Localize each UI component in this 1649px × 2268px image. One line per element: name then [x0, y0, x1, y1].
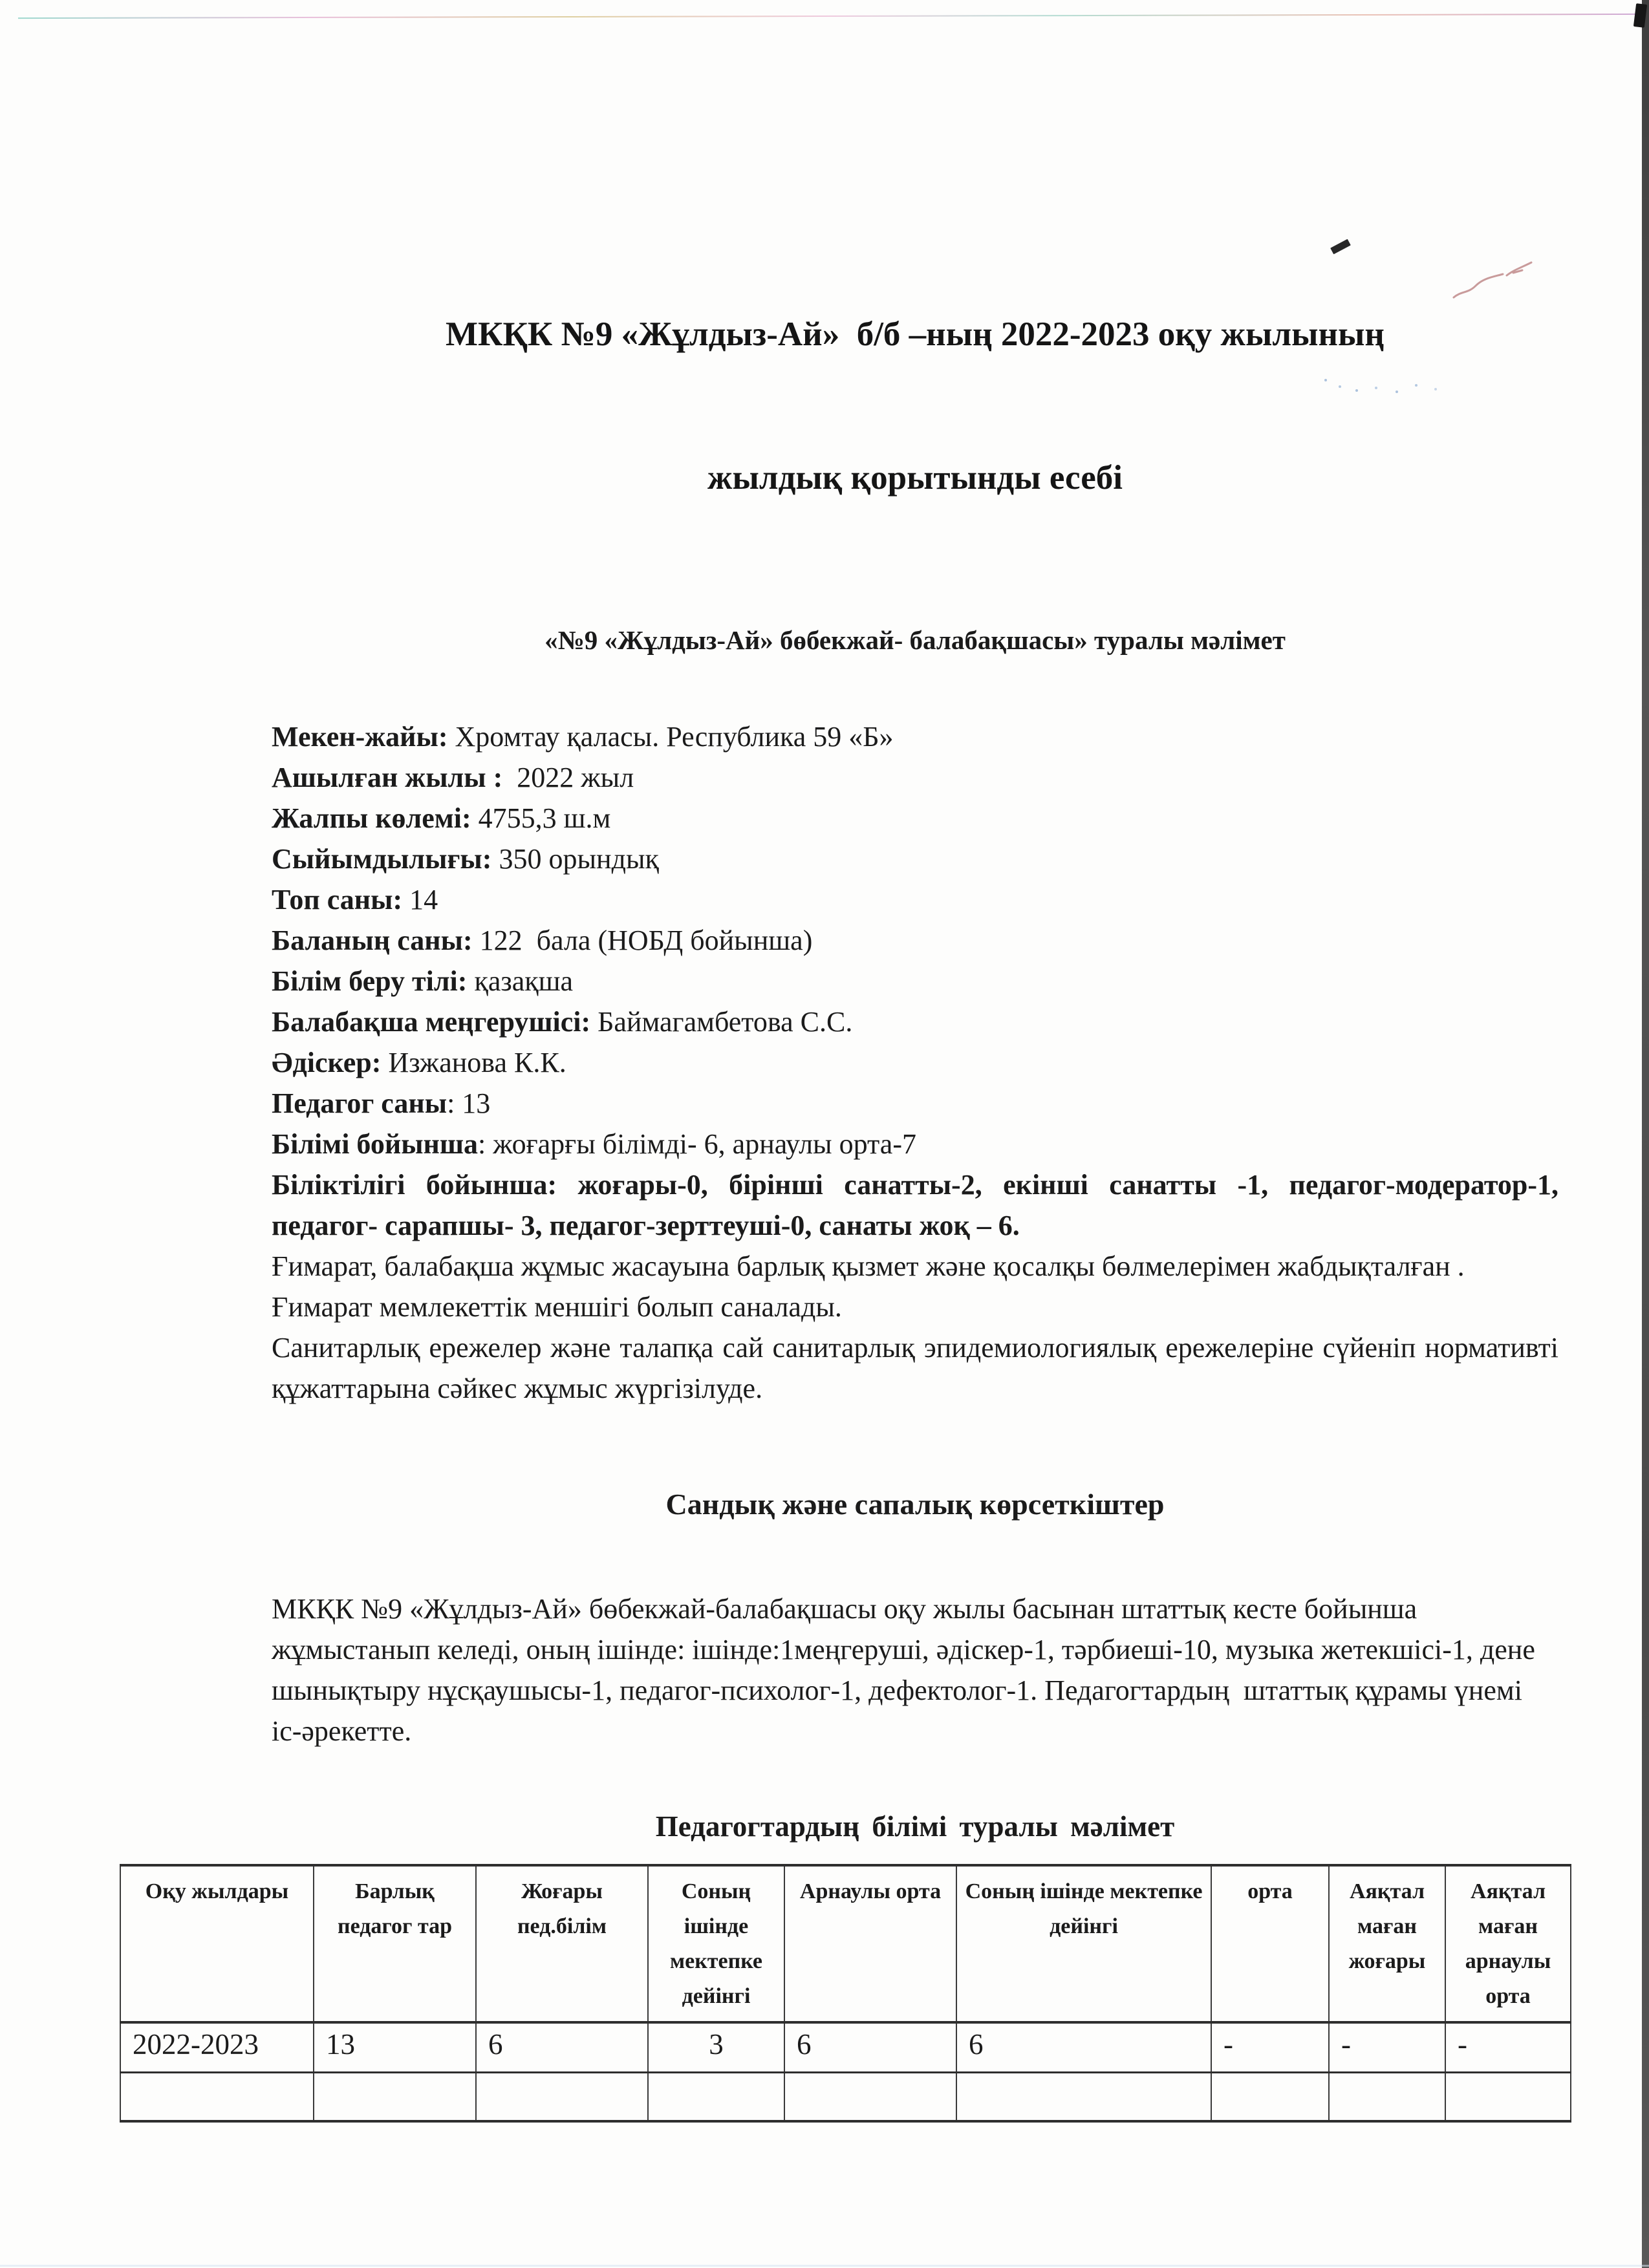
- scan-artifact-right-edge: [1642, 0, 1649, 2268]
- table-cell: -: [1211, 2022, 1329, 2073]
- col-header-special-secondary: Арнаулы орта: [784, 1865, 956, 2022]
- section-heading-indicators: Сандық және сапалық көрсеткіштер: [665, 1488, 1165, 1521]
- info-line-group-count: [272, 879, 1558, 920]
- info-line-address: [272, 716, 1558, 757]
- info-label: Балабақша меңгерушісі:: [272, 1006, 591, 1038]
- table-cell: 6: [956, 2022, 1211, 2073]
- sanitary-paragraph: Санитарлық ережелер және талапқа сай санитарлық эпидемиологиялық ережелеріне сүйеніп нормативті құжаттарына сәйкес жұмыс жүргізілуде.: [272, 1332, 1558, 1404]
- ownership-paragraph: Ғимарат мемлекеттік меншігі болып саналады.: [272, 1291, 842, 1323]
- info-value: 14: [402, 884, 438, 915]
- table-row: [120, 2022, 1571, 2073]
- qualification-paragraph: Біліктілігі бойынша: жоғары-0, бірінші санатты-2, екінші санатты -1, педагог-модератор-1, педагог- сарапшы- 3, педагог-зерттеуші-0, санаты жоқ – 6.: [272, 1169, 1558, 1241]
- table-cell: 2022-2023: [120, 2022, 314, 2073]
- document-subtitle: «№9 «Жұлдыз-Ай» бөбекжай- балабақшасы» туралы мәлімет: [544, 625, 1286, 655]
- col-header-incl-preschool: Соның ішінде мектепке дейінгі: [648, 1865, 784, 2022]
- info-value: 4755,3 ш.м: [471, 802, 611, 834]
- info-label: Баланың саны:: [272, 925, 473, 956]
- info-line-teacher-count: [272, 1083, 1558, 1124]
- info-label: Мекен-жайы:: [272, 721, 448, 753]
- info-line-education: [272, 1124, 1558, 1164]
- document-title-line2: жылдық қорытынды есебі: [707, 459, 1123, 497]
- info-value: 350 орындық: [491, 843, 659, 875]
- info-label: Сыйымдылығы:: [272, 843, 492, 875]
- col-header-incl-preschool-2: Соның ішінде мектепке дейінгі: [956, 1865, 1211, 2022]
- info-label: Білім беру тілі:: [272, 965, 468, 997]
- info-label: Педагог саны: [272, 1087, 447, 1119]
- col-header-total-teachers: Барлық педагог тар: [314, 1865, 476, 2022]
- pencil-scribble: [1449, 257, 1546, 306]
- table-cell: [476, 2073, 648, 2122]
- table-cell: [1329, 2073, 1445, 2122]
- table-header-row: [120, 1865, 1571, 2022]
- info-value: Хромтау қаласы. Республика 59 «Б»: [447, 721, 894, 753]
- table-heading-teacher-education: Педагогтардың білімі туралы мәлімет: [655, 1810, 1175, 1843]
- table-cell: [1445, 2073, 1571, 2122]
- building-paragraph: Ғимарат, балабақша жұмыс жасауына барлық қызмет және қосалқы бөлмелерімен жабдықталған .: [272, 1250, 1465, 1282]
- document-content: [133, 0, 1558, 2123]
- info-value: : жоғарғы білімді- 6, арнаулы орта-7: [478, 1128, 916, 1160]
- info-value: Баймагамбетова С.С.: [590, 1006, 853, 1038]
- info-line-opened-year: [272, 757, 1558, 798]
- facility-info-block: [272, 716, 1558, 1409]
- info-line-total-area: [272, 798, 1558, 839]
- info-value: 122 бала (НОБД бойынша): [472, 925, 813, 956]
- teacher-education-table: [120, 1864, 1571, 2123]
- table-cell: [314, 2073, 476, 2122]
- scan-artifact-bottom-line: [0, 2265, 1649, 2267]
- info-line-capacity: [272, 839, 1558, 879]
- info-value: Изжанова К.К.: [381, 1047, 566, 1078]
- table-cell: [784, 2073, 956, 2122]
- info-line-methodist: [272, 1042, 1558, 1083]
- table-cell: -: [1329, 2022, 1445, 2073]
- table-row: [120, 2073, 1571, 2122]
- info-value: : 13: [447, 1087, 491, 1119]
- col-header-school-years: Оқу жылдары: [120, 1865, 314, 2022]
- info-label: Жалпы көлемі:: [272, 802, 471, 834]
- info-label: Әдіскер:: [272, 1047, 382, 1078]
- table-cell: [1211, 2073, 1329, 2122]
- document-title-line1: МКҚК №9 «Жұлдыз-Ай» б/б –ның 2022-2023 оқу жылының: [446, 316, 1385, 353]
- col-header-secondary: орта: [1211, 1865, 1329, 2022]
- table-cell: [120, 2073, 314, 2122]
- document-title: [272, 215, 1558, 597]
- info-label: Білімі бойынша: [272, 1128, 479, 1160]
- table-cell: 6: [784, 2022, 956, 2073]
- info-value: 2022 жыл: [502, 762, 634, 793]
- col-header-higher-ped: Жоғары пед.білім: [476, 1865, 648, 2022]
- col-header-incomplete-higher: Аяқтал маған жоғары: [1329, 1865, 1445, 2022]
- col-header-incomplete-special: Аяқтал маған арнаулы орта: [1445, 1865, 1571, 2022]
- info-value: қазақша: [467, 965, 574, 997]
- info-line-language: [272, 961, 1558, 1001]
- table-cell: [648, 2073, 784, 2122]
- info-label: Топ саны:: [272, 884, 403, 915]
- table-cell: -: [1445, 2022, 1571, 2073]
- table-cell: 3: [648, 2022, 784, 2073]
- info-label: Ашылған жылы :: [272, 762, 503, 793]
- info-line-head: [272, 1001, 1558, 1042]
- info-line-children-count: [272, 920, 1558, 961]
- table-cell: 13: [314, 2022, 476, 2073]
- table-cell: [956, 2073, 1211, 2122]
- ink-dots: [1324, 379, 1327, 381]
- staffing-paragraph: МКҚК №9 «Жұлдыз-Ай» бөбекжай-балабақшасы оқу жылы басынан штаттық кесте бойынша жұмыстанып келеді, оның ішінде: ішінде:1меңгеруші, әдіскер-1, тәрбиеші-10, музыка жетекшісі-1, дене шынықтыру нұсқаушысы-1, педагог-психолог-1, дефектолог-1. Педагогтардың штаттық құрамы үнемі іс-әрекетте.: [272, 1593, 1542, 1747]
- table-cell: 6: [476, 2022, 648, 2073]
